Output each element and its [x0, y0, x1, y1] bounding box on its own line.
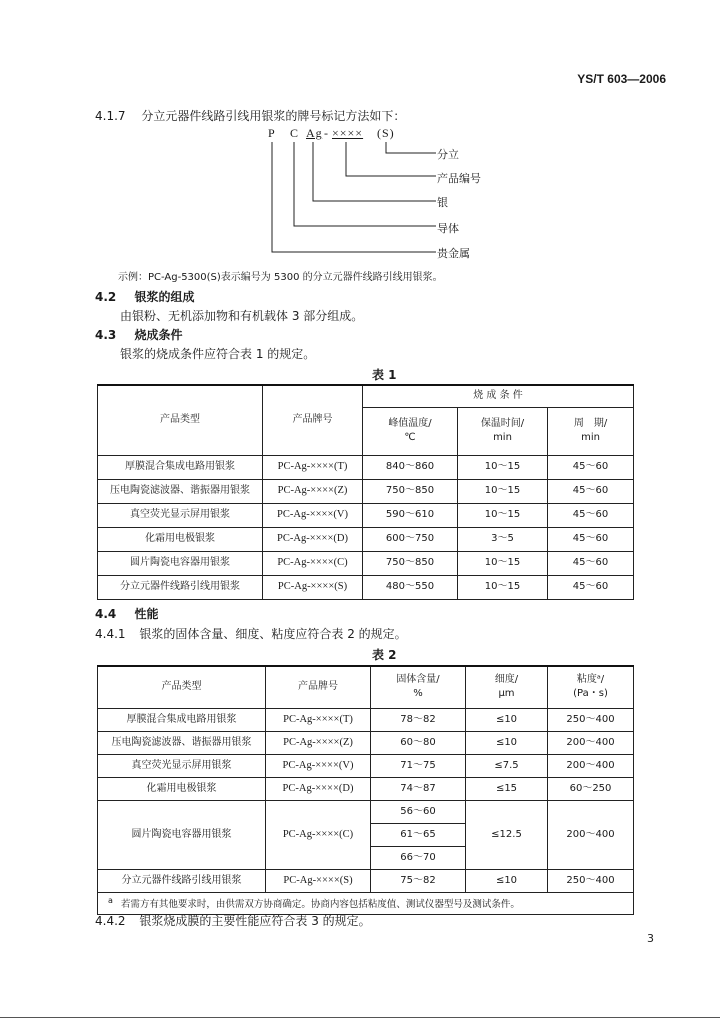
cell-solid: 60～80 — [371, 731, 466, 754]
section-number: 4.3 — [95, 328, 117, 342]
example-note: 示例：PC-Ag-5300(S)表示编号为 5300 的分立元器件线路引线用银浆。 — [118, 272, 443, 283]
cell-type: 真空荧光显示屏用银浆 — [98, 754, 266, 777]
table2-row-disc-capacitor — [98, 800, 634, 823]
cell-viscosity: 250～400 — [548, 708, 634, 731]
cell-cycle: 45～60 — [548, 455, 634, 479]
footnote-mark: a — [108, 895, 113, 905]
section-number: 4.4.1 — [95, 627, 126, 641]
code-dash: - — [324, 126, 329, 140]
section-text: 分立元器件线路引线用银浆的牌号标记方法如下： — [141, 109, 406, 123]
cell-solid: 66～70 — [371, 846, 466, 869]
cell-grade: PC-Ag-××××(T) — [263, 455, 363, 479]
code-xxxx: ×××× — [332, 126, 364, 140]
cell-type: 分立元器件线路引线用银浆 — [98, 869, 266, 892]
section-number: 4.2 — [95, 290, 117, 304]
cell-grade: PC-Ag-××××(V) — [263, 503, 363, 527]
cell-type: 化霜用电极银浆 — [98, 527, 263, 551]
section-4-3-heading — [95, 326, 182, 343]
table2-footnote — [98, 892, 634, 914]
label-discrete: 分立 — [437, 148, 459, 161]
cell-temp: 600～750 — [363, 527, 458, 551]
table2-row — [98, 708, 634, 731]
cell-fineness: ≤10 — [466, 731, 548, 754]
cell-type: 化霜用电极银浆 — [98, 777, 266, 800]
cell-fineness: ≤15 — [466, 777, 548, 800]
standard-number: YS/T 603—2006 — [577, 72, 666, 86]
table1-row — [98, 455, 634, 479]
section-title: 性能 — [134, 607, 159, 621]
cell-time: 3～5 — [458, 527, 548, 551]
cell-time: 10～15 — [458, 551, 548, 575]
table2-row — [98, 754, 634, 777]
cell-solid: 61～65 — [371, 823, 466, 846]
cell-temp: 840～860 — [363, 455, 458, 479]
table1 — [97, 384, 634, 600]
cell-cycle: 45～60 — [548, 479, 634, 503]
table1-row — [98, 575, 634, 599]
bottom-rule — [0, 1017, 720, 1018]
table1-row — [98, 551, 634, 575]
footnote-text: 若需方有其他要求时，由供需双方协商确定。协商内容包括粘度值、测试仪器型号及测试条件。 — [120, 899, 520, 911]
cell-viscosity: 60～250 — [548, 777, 634, 800]
cell-temp: 750～850 — [363, 479, 458, 503]
cell-viscosity: 200～400 — [548, 731, 634, 754]
cell-type: 厚膜混合集成电路用银浆 — [98, 708, 266, 731]
section-4-3-text: 银浆的烧成条件应符合表 1 的规定。 — [120, 347, 316, 361]
table2-header-solid: 固体含量/ % — [371, 666, 466, 708]
section-4-2-heading — [95, 288, 194, 305]
section-4-4-1 — [95, 625, 407, 642]
label-product-number: 产品编号 — [437, 172, 481, 185]
cell-grade: PC-Ag-××××(T) — [266, 708, 371, 731]
table2-row-discrete — [98, 869, 634, 892]
section-text: 银浆烧成膜的主要性能应符合表 3 的规定。 — [139, 914, 371, 928]
cell-type: 真空荧光显示屏用银浆 — [98, 503, 263, 527]
cell-cycle: 45～60 — [548, 527, 634, 551]
cell-solid: 71～75 — [371, 754, 466, 777]
cell-temp: 750～850 — [363, 551, 458, 575]
table1-header-time: 保温时间/ min — [458, 407, 548, 455]
code-p: P — [268, 126, 276, 140]
cell-time: 10～15 — [458, 575, 548, 599]
cell-solid: 74～87 — [371, 777, 466, 800]
cell-grade: PC-Ag-××××(V) — [266, 754, 371, 777]
cell-cycle: 45～60 — [548, 551, 634, 575]
table2-row — [98, 731, 634, 754]
table2-header-fineness: 细度/ μm — [466, 666, 548, 708]
code-c: C — [290, 126, 300, 140]
section-4-2-text: 由银粉、无机添加物和有机载体 3 部分组成。 — [120, 309, 364, 323]
table2-header-grade: 产品牌号 — [266, 666, 371, 708]
cell-type: 压电陶瓷滤波器、谐振器用银浆 — [98, 479, 263, 503]
cell-cycle: 45～60 — [548, 503, 634, 527]
section-title: 银浆的组成 — [134, 290, 195, 304]
table1-row — [98, 479, 634, 503]
cell-time: 10～15 — [458, 455, 548, 479]
table1-caption: 表 1 — [372, 368, 397, 382]
cell-solid: 56～60 — [371, 800, 466, 823]
cell-cycle: 45～60 — [548, 575, 634, 599]
cell-grade: PC-Ag-××××(D) — [266, 777, 371, 800]
cell-time: 10～15 — [458, 503, 548, 527]
cell-grade: PC-Ag-××××(Z) — [263, 479, 363, 503]
table1-header-type: 产品类型 — [98, 385, 263, 455]
table2 — [97, 665, 634, 915]
table1-row — [98, 503, 634, 527]
code-s: (S) — [377, 126, 395, 140]
cell-grade: PC-Ag-××××(C) — [263, 551, 363, 575]
table2-header-type: 产品类型 — [98, 666, 266, 708]
cell-solid: 75～82 — [371, 869, 466, 892]
label-silver: 银 — [437, 196, 448, 209]
table1-header-cycle: 周 期/ min — [548, 407, 634, 455]
cell-solid: 78～82 — [371, 708, 466, 731]
table2-footnote-row — [98, 892, 634, 914]
table1-header-grade: 产品牌号 — [263, 385, 363, 455]
cell-grade: PC-Ag-××××(C) — [266, 800, 371, 869]
cell-fineness: ≤12.5 — [466, 800, 548, 869]
cell-viscosity: 200～400 — [548, 754, 634, 777]
table2-caption: 表 2 — [372, 648, 397, 662]
section-number: 4.1.7 — [95, 109, 126, 123]
table1-header-group: 烧 成 条 件 — [363, 385, 634, 407]
cell-grade: PC-Ag-××××(S) — [263, 575, 363, 599]
section-number: 4.4 — [95, 607, 117, 621]
cell-fineness: ≤10 — [466, 708, 548, 731]
label-conductor: 导体 — [437, 222, 459, 235]
section-text: 银浆的固体含量、细度、粘度应符合表 2 的规定。 — [139, 627, 407, 641]
cell-temp: 480～550 — [363, 575, 458, 599]
cell-grade: PC-Ag-××××(D) — [263, 527, 363, 551]
section-number: 4.4.2 — [95, 914, 126, 928]
cell-type: 压电陶瓷滤波器、谐振器用银浆 — [98, 731, 266, 754]
cell-type: 分立元器件线路引线用银浆 — [98, 575, 263, 599]
cell-grade: PC-Ag-××××(Z) — [266, 731, 371, 754]
diagram-connector-lines — [0, 0, 720, 270]
cell-fineness: ≤7.5 — [466, 754, 548, 777]
table1-header-temp: 峰值温度/ ℃ — [363, 407, 458, 455]
section-title: 烧成条件 — [134, 328, 183, 342]
table1-row — [98, 527, 634, 551]
cell-fineness: ≤10 — [466, 869, 548, 892]
cell-type: 圆片陶瓷电容器用银浆 — [98, 800, 266, 869]
section-4-4-2 — [95, 912, 371, 929]
cell-grade: PC-Ag-××××(S) — [266, 869, 371, 892]
section-4-4-heading — [95, 605, 158, 622]
table2-row — [98, 777, 634, 800]
cell-type: 厚膜混合集成电路用银浆 — [98, 455, 263, 479]
cell-viscosity: 250～400 — [548, 869, 634, 892]
cell-time: 10～15 — [458, 479, 548, 503]
cell-viscosity: 200～400 — [548, 800, 634, 869]
label-precious-metal: 贵金属 — [437, 247, 470, 260]
cell-temp: 590～610 — [363, 503, 458, 527]
table2-header-viscosity: 粘度ᵃ/ (Pa・s) — [548, 666, 634, 708]
cell-type: 圆片陶瓷电容器用银浆 — [98, 551, 263, 575]
code-ag: Ag — [306, 126, 323, 140]
page-number: 3 — [647, 932, 654, 945]
